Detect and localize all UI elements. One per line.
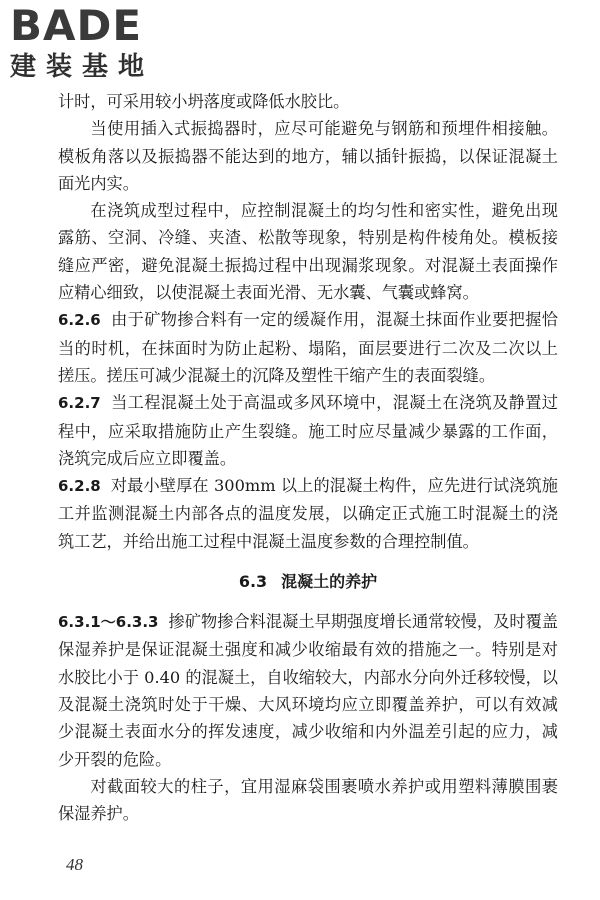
- paragraph-text: 对截面较大的柱子，宜用湿麻袋围裹喷水养护或用塑料薄膜围裹保湿养护。: [58, 776, 558, 824]
- clause-number: 6.2.8: [58, 477, 101, 496]
- clause-6-2-7: [58, 389, 558, 472]
- clause-text: 由于矿物掺合料有一定的缓凝作用，混凝土抹面作业要把握恰当的时机，在抹面时为防止起粉、塌陷，面层要进行二次及二次以上搓压。搓压可减少混凝土的沉降及塑性干缩产生的表面裂缝。: [58, 310, 558, 385]
- bade-logo: [10, 1, 180, 90]
- clause-text: 对最小壁厚在 300mm 以上的混凝土构件，应先进行试浇筑施工并监测混凝土内部各点的温度发展，以确定正式施工时混凝土的浇筑工艺，并给出施工过程中混凝土温度参数的合理控制值。: [58, 476, 558, 551]
- clause-6-2-8: [58, 472, 558, 555]
- clause-number: 6.2.7: [58, 394, 101, 413]
- logo-text-en: BADE: [10, 1, 143, 50]
- logo-text-cn: 建装基地: [10, 52, 155, 82]
- clause-6-3-1: [58, 608, 558, 773]
- section-number: 6.3: [238, 572, 268, 592]
- clause-number: 6.2.6: [58, 311, 101, 330]
- paragraph: [58, 197, 558, 306]
- clause-text: 当工程混凝土处于高温或多风环境中，混凝土在浇筑及静置过程中，应采取措施防止产生裂缝。施工时应尽量减少暴露的工作面，浇筑完成后应立即覆盖。: [58, 393, 558, 468]
- section-title: 混凝土的养护: [281, 572, 378, 592]
- clause-number: 6.3.1～6.3.3: [58, 613, 159, 632]
- page-number: 48: [66, 855, 83, 874]
- section-heading: [58, 568, 558, 595]
- paragraph: [58, 88, 558, 115]
- body-text: [58, 88, 558, 827]
- clause-text: 掺矿物掺合料混凝土早期强度增长通常较慢，及时覆盖保湿养护是保证混凝土强度和减少收缩最有效的措施之一。特别是对水胶比小于 0.40 的混凝土，自收缩较大，内部水分向外迁移较慢，以及混凝土浇筑时处于干燥、大风环境均应立即覆盖养护，可以有效减少混凝土表面水分的挥发速度，减少收缩和内外温差引起的应力，减少开裂的危险。: [58, 612, 558, 769]
- paragraph-text: 当使用插入式振捣器时，应尽可能避免与钢筋和预埋件相接触。模板角落以及振捣器不能达到的地方，辅以插针振捣，以保证混凝土面光内实。: [58, 119, 558, 193]
- paragraph: [58, 773, 558, 828]
- paragraph-text: 计时，可采用较小坍落度或降低水胶比。: [58, 92, 350, 111]
- paragraph: [58, 115, 558, 197]
- paragraph-text: 在浇筑成型过程中，应控制混凝土的均匀性和密实性，避免出现露筋、空洞、冷缝、夹渣、松散等现象，特别是构件棱角处。模板接缝应严密，避免混凝土振捣过程中出现漏浆现象。对混凝土表面操作应精心细致，以使混凝土表面光滑、无水囊、气囊或蜂窝。: [58, 201, 558, 303]
- clause-6-2-6: [58, 306, 558, 389]
